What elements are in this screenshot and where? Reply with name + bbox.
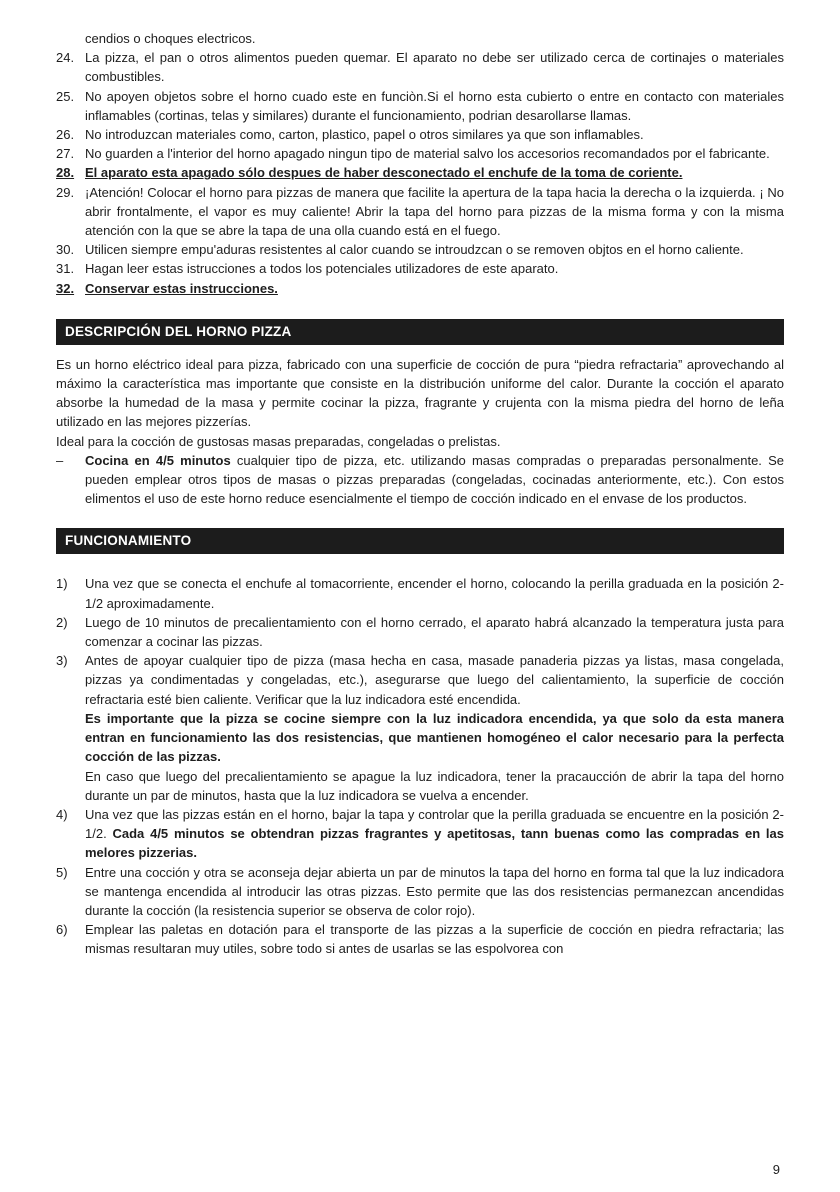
item-text: La pizza, el pan o otros alimentos pueden quemar. El aparato no debe ser utilizado cerca de cortinajes o materiales combustibles. (85, 50, 784, 85)
list-item-underlined (56, 279, 784, 298)
item-text: El aparato esta apagado sólo despues de haber desconectado el enchufe de la toma de coriente. (85, 165, 683, 181)
item-text: No apoyen objetos sobre el horno cuado este en funciòn.Si el horno esta cubierto o entre en contacto con materiales inflamables (cortinas, telas y similares) durante el funcionamiento, podrian desarollarse llamas. (85, 88, 784, 123)
item-bold-note: Cada 4/5 minutos se obtendran pizzas fragrantes y apetitosas, tann buenas como las compradas en las melores pizzerias. (85, 826, 785, 861)
section-heading-operation: FUNCIONAMIENTO (56, 528, 784, 554)
list-item (56, 863, 784, 921)
item-text: Utilicen siempre empu'aduras resistentes al calor cuando se introudzcan o se removen objtos en el horno caliente. (85, 242, 744, 258)
bullet-rest: cualquier tipo de pizza, etc. utilizando masas compradas o preparadas personalmente. Se pueden emplear otros tipos de masas o pizzas preparadas (congeladas, cocinadas anteriormente, etc.). Con estos elimentos el uso de este horno reduce esencialmente el tiempo de cocción indicado en el envase de los productos. (85, 452, 784, 507)
item-number: 1) (56, 576, 68, 592)
item-text: Una vez que se conecta el enchufe al tomacorriente, encender el horno, colocando la perilla graduada en la posición 2-1/2 aproximadamente. (85, 576, 784, 611)
item-text: No guarden a l'interior del horno apagado ningun tipo de material salvo los accesorios recomandados por el fabricante. (85, 146, 770, 162)
description-bullet (56, 451, 784, 509)
item-text: Conservar estas instrucciones. (85, 280, 278, 296)
item-text: Luego de 10 minutos de precalientamiento con el horno cerrado, el aparato habrá alcanzado la temperatura justa para comenzar a cocinar las pizzas. (85, 614, 784, 650)
item-number: 25. (56, 88, 75, 104)
item-extra-note: En caso que luego del precalientamiento se apague la luz indicadora, tener la pracaucción de abrir la tapa del horno durante un par de minutos, hasta que la luz indicadora se vuelva a encender. (85, 768, 784, 803)
list-item (56, 125, 784, 144)
list-item (56, 29, 784, 48)
item-body (85, 651, 784, 805)
list-item (56, 805, 784, 863)
list-item (56, 651, 784, 805)
item-body (85, 805, 784, 863)
item-number: 24. (56, 50, 75, 66)
safety-list (56, 29, 784, 298)
list-item (56, 48, 784, 86)
description-section (56, 355, 784, 509)
item-text: cendios o choques electricos. (85, 31, 256, 46)
dash-marker: – (56, 452, 64, 468)
list-item (56, 613, 784, 651)
item-number: 26. (56, 127, 75, 143)
list-item (56, 240, 784, 259)
list-item (56, 574, 784, 612)
list-item (56, 87, 784, 125)
item-text: Entre una cocción y otra se aconseja dejar abierta un par de minutos la tapa del horno en forma tal que la luz indicadora se mantenga encendida al introducir las otras pizzas. Esto permite que las dos resistencias permanezcan ancendidas durante la cocción (la resistencia superior se observa de color rojo). (85, 864, 784, 918)
item-number: 31. (56, 261, 75, 277)
item-text: No introduzcan materiales como, carton, plastico, papel o otros similares ya que son inflamables. (85, 127, 644, 143)
list-item (56, 259, 784, 278)
item-text: Emplear las paletas en dotación para el transporte de las pizzas a la superficie de cocción en piedra refractaria; las mismas resultaran muy utiles, sobre todo si antes de usarlas se las espolvorea con (85, 922, 784, 957)
item-number: 30. (56, 242, 75, 258)
document-page (56, 29, 784, 959)
item-bold-note: Es importante que la pizza se cocine siempre con la luz indicadora encendida, ya que solo da esta manera entran en funcionamiento las dos resistencias, que mantienen homogéneo el calor necesario para la perfecta cocción de las pizzas. (85, 710, 784, 765)
list-item (56, 183, 784, 241)
item-number: 27. (56, 146, 75, 162)
bullet-bold: Cocina en 4/5 minutos (85, 452, 231, 468)
list-item (56, 144, 784, 163)
list-item (56, 920, 784, 958)
item-text: Hagan leer estas istrucciones a todos los potenciales utilizadores de este aparato. (85, 261, 559, 277)
item-number: 29. (56, 184, 75, 200)
page-number: 9 (772, 1162, 780, 1177)
list-item-underlined (56, 163, 784, 182)
item-text: Antes de apoyar cualquier tipo de pizza (masa hecha en casa, masade panaderia pizzas ya listas, masa congelada, pizzas ya condimentadas y congeladas, etc.), asegurarse que luego del calientamiento, la superficie de cocción refractaria esté bien caliente. Verificar que la luz indicadora esté encendida. (85, 653, 784, 707)
bullet-text (85, 451, 784, 509)
section-heading-description: DESCRIPCIÓN DEL HORNO PIZZA (56, 319, 784, 345)
item-number: 5) (56, 864, 68, 880)
item-text: ¡Atención! Colocar el horno para pizzas de manera que facilite la apertura de la tapa hacia la derecha o la izquierda. ¡ No abrir frontalmente, el vapor es muy caliente! Abrir la tapa del horno para pizzas de la misma forma y con la misma atención con la que se abre la tapa de una olla cuando está en el fuego. (85, 184, 784, 239)
item-number: 6) (56, 922, 68, 938)
item-text: Una vez que las pizzas están en el horno, bajar la tapa y controlar que la perilla graduada se encuentre en la posición 2-1/2. (85, 806, 784, 842)
description-ideal-line: Ideal para la cocción de gustosas masas preparadas, congeladas o prelistas. (56, 433, 501, 449)
item-number (56, 29, 85, 48)
item-number: 28. (56, 165, 75, 181)
item-number: 3) (56, 653, 68, 669)
item-number: 32. (56, 280, 75, 296)
item-number: 2) (56, 614, 68, 630)
operation-list (56, 574, 784, 958)
description-paragraph: Es un horno eléctrico ideal para pizza, fabricado con una superficie de cocción de pura “piedra refractaria” aprovechando al máximo la característica mas importante que consiste en la distribución uniforme del calor. Durante la cocción el aparato absorbe la humedad de la masa y permite cocinar la pizza, fragrante y crujenta con la misma piedra del horno de leña utilizado en las mejores pizzerías. (56, 356, 784, 430)
item-number: 4) (56, 806, 68, 822)
